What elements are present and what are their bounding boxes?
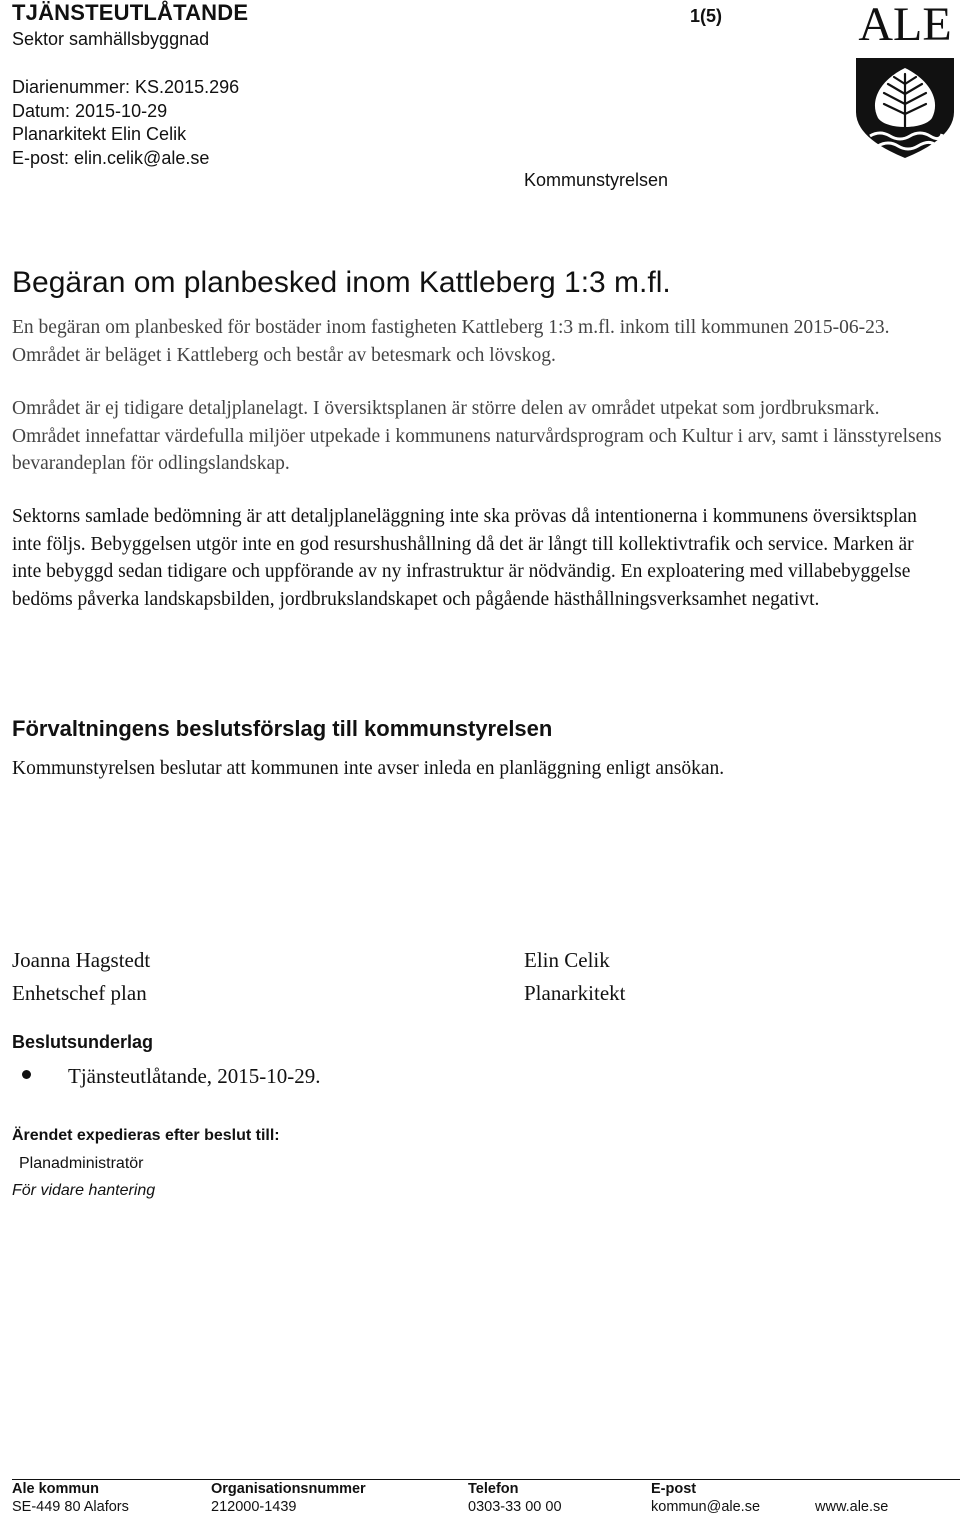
signature-right [524,944,625,1010]
footer-label-phone: Telefon [468,1481,519,1497]
footer-label-orgnr: Organisationsnummer [211,1481,366,1497]
bullet-icon [22,1070,31,1079]
diary-number: Diarienummer: KS.2015.296 [12,77,240,97]
document-date: Datum: 2015-10-29 [12,100,168,121]
sector-name: Sektor samhällsbyggnad [12,29,210,49]
proposal-heading: Förvaltningens beslutsförslag till kommunstyrelsen [12,716,553,741]
footer-label-email: E-post [651,1481,697,1497]
footer-email-link[interactable]: kommun@ale.se [651,1499,761,1515]
footer-label-municipality: Ale kommun [12,1481,100,1497]
footer-divider [12,1479,960,1480]
signatory-title: Planarkitekt [524,981,626,1005]
page-title: Begäran om planbesked inom Kattleberg 1:3 m.fl. [12,266,671,299]
expedition-note: För vidare hantering [12,1182,156,1199]
footer-website-link[interactable]: www.ale.se [815,1499,889,1515]
page-number: 1(5) [690,6,723,26]
recipient: Kommunstyrelsen [524,170,669,190]
paragraph-area: Området är ej tidigare detaljplanelagt. I översiktsplanen är större delen av området utpekat som jordbruksmark. Området innefattar värdefulla miljöer utpekade i kommunens naturvårdsprogram och Kultur i arv, samt i länsstyrelsens bevarandeplan för odlingslandskap. [12,398,942,474]
paragraph-assessment: Sektorns samlade bedömning är att detaljplaneläggning inte ska prövas då intentionerna i kommunens översiktsplan inte följs. Bebyggelsen utgör inte en god resurshushållning då det är långt till kollektivtrafik och service. Marken är inte bebyggd sedan tidigare och uppförande av ny infrastruktur är nödvändig. En exploatering med villabebyggelse bedöms påverka landskapsbilden, jordbrukslandskapet och pågående hästhållningsverksamhet negativt. [12,506,917,610]
basis-heading: Beslutsunderlag [12,1032,154,1052]
document-type: TJÄNSTEUTLÅTANDE [12,0,249,25]
footer-orgnr: 212000-1439 [211,1499,297,1515]
proposal-text: Kommunstyrelsen beslutar att kommunen inte avser inleda en planläggning enligt ansökan. [12,758,725,779]
paragraph-request: En begäran om planbesked för bostäder inom fastigheten Kattleberg 1:3 m.fl. inkom till kommunen 2015-06-23. Området är beläget i Kattleberg och består av betesmark och lövskog. [12,317,890,366]
expedition-recipient: Planadministratör [19,1155,144,1172]
footer-address: SE-449 80 Alafors [12,1499,129,1515]
author: Planarkitekt Elin Celik [12,124,187,144]
document-meta [12,76,239,170]
basis-item: Tjänsteutlåtande, 2015-10-29. [68,1064,321,1088]
author-email: E-post: elin.celik@ale.se [12,147,210,168]
footer-phone: 0303-33 00 00 [468,1499,562,1515]
signatory-title: Enhetschef plan [12,981,147,1005]
expedition-heading: Ärendet expedieras efter beslut till: [12,1127,280,1144]
logo-wordmark: ALE [858,0,952,51]
signatory-name: Joanna Hagstedt [12,948,151,972]
ale-logo [848,0,960,160]
signatory-name: Elin Celik [524,948,610,972]
signature-left [12,944,150,1010]
